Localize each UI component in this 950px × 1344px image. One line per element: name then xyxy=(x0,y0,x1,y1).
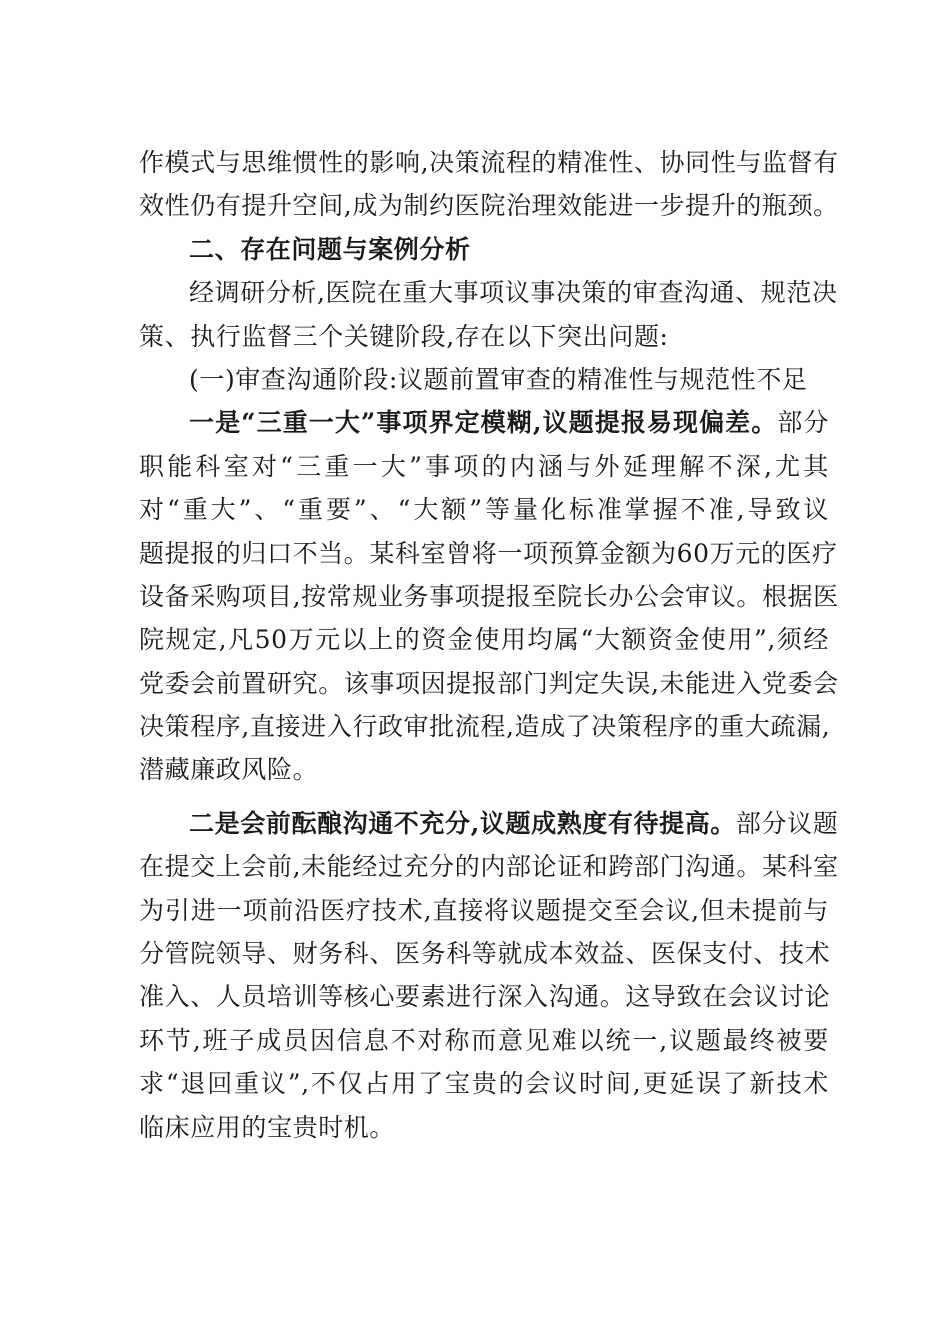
body-text-line: 临床应用的宝贵时机。 xyxy=(139,1112,396,1142)
body-text-line: 对“重大”、“重要”、“大额”等量化标准掌握不准,导致议 xyxy=(139,495,829,525)
body-text-fragment: 部分 xyxy=(777,408,829,438)
section-heading: 二、存在问题与案例分析 xyxy=(189,234,471,264)
body-text-line: 为引进一项前沿医疗技术,直接将议题提交至会议,但未提前与 xyxy=(139,895,829,925)
body-text-line: 策、执行监督三个关键阶段,存在以下突出问题: xyxy=(139,321,669,351)
body-text-line: 决策程序,直接进入行政审批流程,造成了决策程序的重大疏漏, xyxy=(139,712,831,742)
body-text-line: 作模式与思维惯性的影响,决策流程的精准性、协同性与监督有 xyxy=(139,148,839,177)
body-text-line: 院规定,凡50万元以上的资金使用均属“大额资金使用”,须经 xyxy=(139,625,829,655)
body-text-line: 环节,班子成员因信息不对称而意见难以统一,议题最终被要 xyxy=(139,1025,829,1055)
body-text-line: 设备采购项目,按常规业务事项提报至院长办公会审议。根据医 xyxy=(139,581,839,611)
body-text-line: 党委会前置研究。该事项因提报部门判定失误,未能进入党委会 xyxy=(139,668,839,698)
body-text-fragment: 部分议题 xyxy=(735,808,839,838)
problem-lead: 一是“三重一大”事项界定模糊,议题提报易现偏差。 xyxy=(189,408,778,438)
body-text-line: 职能科室对“三重一大”事项的内涵与外延理解不深,尤其 xyxy=(139,451,829,481)
body-text-line: 潜藏廉政风险。 xyxy=(139,755,319,785)
body-text-line: 分管院领导、财务科、医务科等就成本效益、医保支付、技术 xyxy=(139,939,831,969)
body-text-line: 题提报的归口不当。某科室曾将一项预算金额为60万元的医疗 xyxy=(139,538,838,568)
problem-lead-line xyxy=(139,802,839,845)
problem-lead: 二是会前酝酿沟通不充分,议题成熟度有待提高。 xyxy=(189,808,736,838)
body-text-line: 在提交上会前,未能经过充分的内部论证和跨部门沟通。某科室 xyxy=(139,852,839,882)
body-text-line: 准入、人员培训等核心要素进行深入沟通。这导致在会议讨论 xyxy=(139,982,831,1012)
problem-lead-line xyxy=(139,401,829,444)
body-text-line: 经调研分析,医院在重大事项议事决策的审查沟通、规范决 xyxy=(189,278,838,308)
document-body xyxy=(139,141,839,1149)
subsection-heading: (一)审查沟通阶段:议题前置审查的精准性与规范性不足 xyxy=(189,364,808,394)
body-text-line: 效性仍有提升空间,成为制约医院治理效能进一步提升的瓶颈。 xyxy=(139,191,839,221)
body-text-line: 求“退回重议”,不仅占用了宝贵的会议时间,更延误了新技术 xyxy=(139,1069,829,1099)
